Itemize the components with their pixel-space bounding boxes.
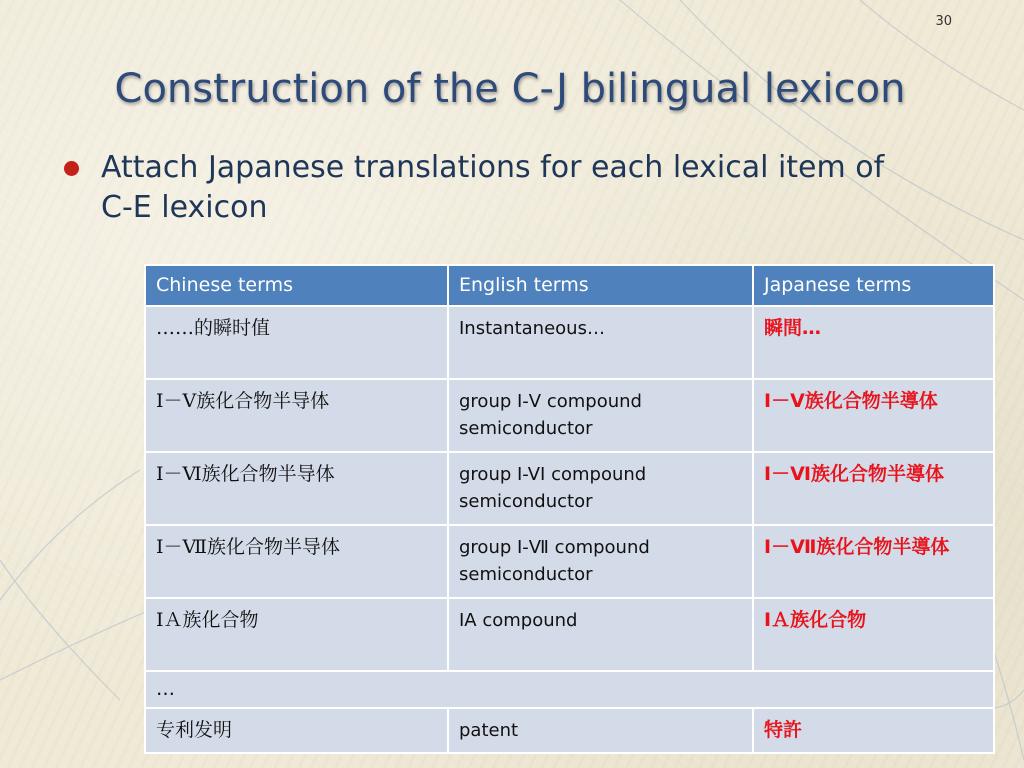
table-row: [145, 452, 994, 525]
bullet-dot-icon: [64, 161, 79, 176]
table-row: [145, 598, 994, 671]
table-row: [145, 708, 994, 753]
table-row: [145, 525, 994, 598]
slide-number: 30: [935, 14, 952, 29]
chinese-term-cell: ⅠＡ族化合物: [145, 598, 448, 671]
chinese-term-cell: Ⅰ－Ⅵ族化合物半导体: [145, 452, 448, 525]
english-term-cell: group I-VI compound semiconductor: [448, 452, 753, 525]
japanese-term-cell: Ⅰ－Ⅴ族化合物半導体: [753, 379, 994, 452]
table-row: [145, 306, 994, 379]
bullet-text: Attach Japanese translations for each lexical item of C-E lexicon: [101, 150, 885, 225]
english-term-cell: Instantaneous…: [448, 306, 753, 379]
slide-title: Construction of the C-J bilingual lexicon: [114, 66, 906, 112]
lexicon-table: [144, 264, 995, 754]
header-japanese-terms: Japanese terms: [753, 265, 994, 306]
japanese-term-cell: 瞬間…: [753, 306, 994, 379]
english-term-cell: ⅠA compound: [448, 598, 753, 671]
japanese-term-cell: Ⅰ－Ⅵ族化合物半導体: [753, 452, 994, 525]
chinese-term-cell: 专利发明: [145, 708, 448, 753]
table-header-row: [145, 265, 994, 306]
english-term-cell: group Ⅰ-Ⅴ compound semiconductor: [448, 379, 753, 452]
table-row-ellipsis: [145, 671, 994, 708]
english-term-cell: patent: [448, 708, 753, 753]
header-chinese-terms: Chinese terms: [145, 265, 448, 306]
bullet-point: [64, 148, 924, 228]
chinese-term-cell: Ⅰ－Ⅴ族化合物半导体: [145, 379, 448, 452]
chinese-term-cell: Ⅰ－Ⅶ族化合物半导体: [145, 525, 448, 598]
japanese-term-cell: Ⅰ－Ⅶ族化合物半導体: [753, 525, 994, 598]
english-term-cell: group Ⅰ-Ⅶ compound semiconductor: [448, 525, 753, 598]
japanese-term-cell: 特許: [753, 708, 994, 753]
chinese-term-cell: ……的瞬时值: [145, 306, 448, 379]
japanese-term-cell: ⅠＡ族化合物: [753, 598, 994, 671]
ellipsis-cell: …: [145, 671, 994, 708]
header-english-terms: English terms: [448, 265, 753, 306]
table-row: [145, 379, 994, 452]
